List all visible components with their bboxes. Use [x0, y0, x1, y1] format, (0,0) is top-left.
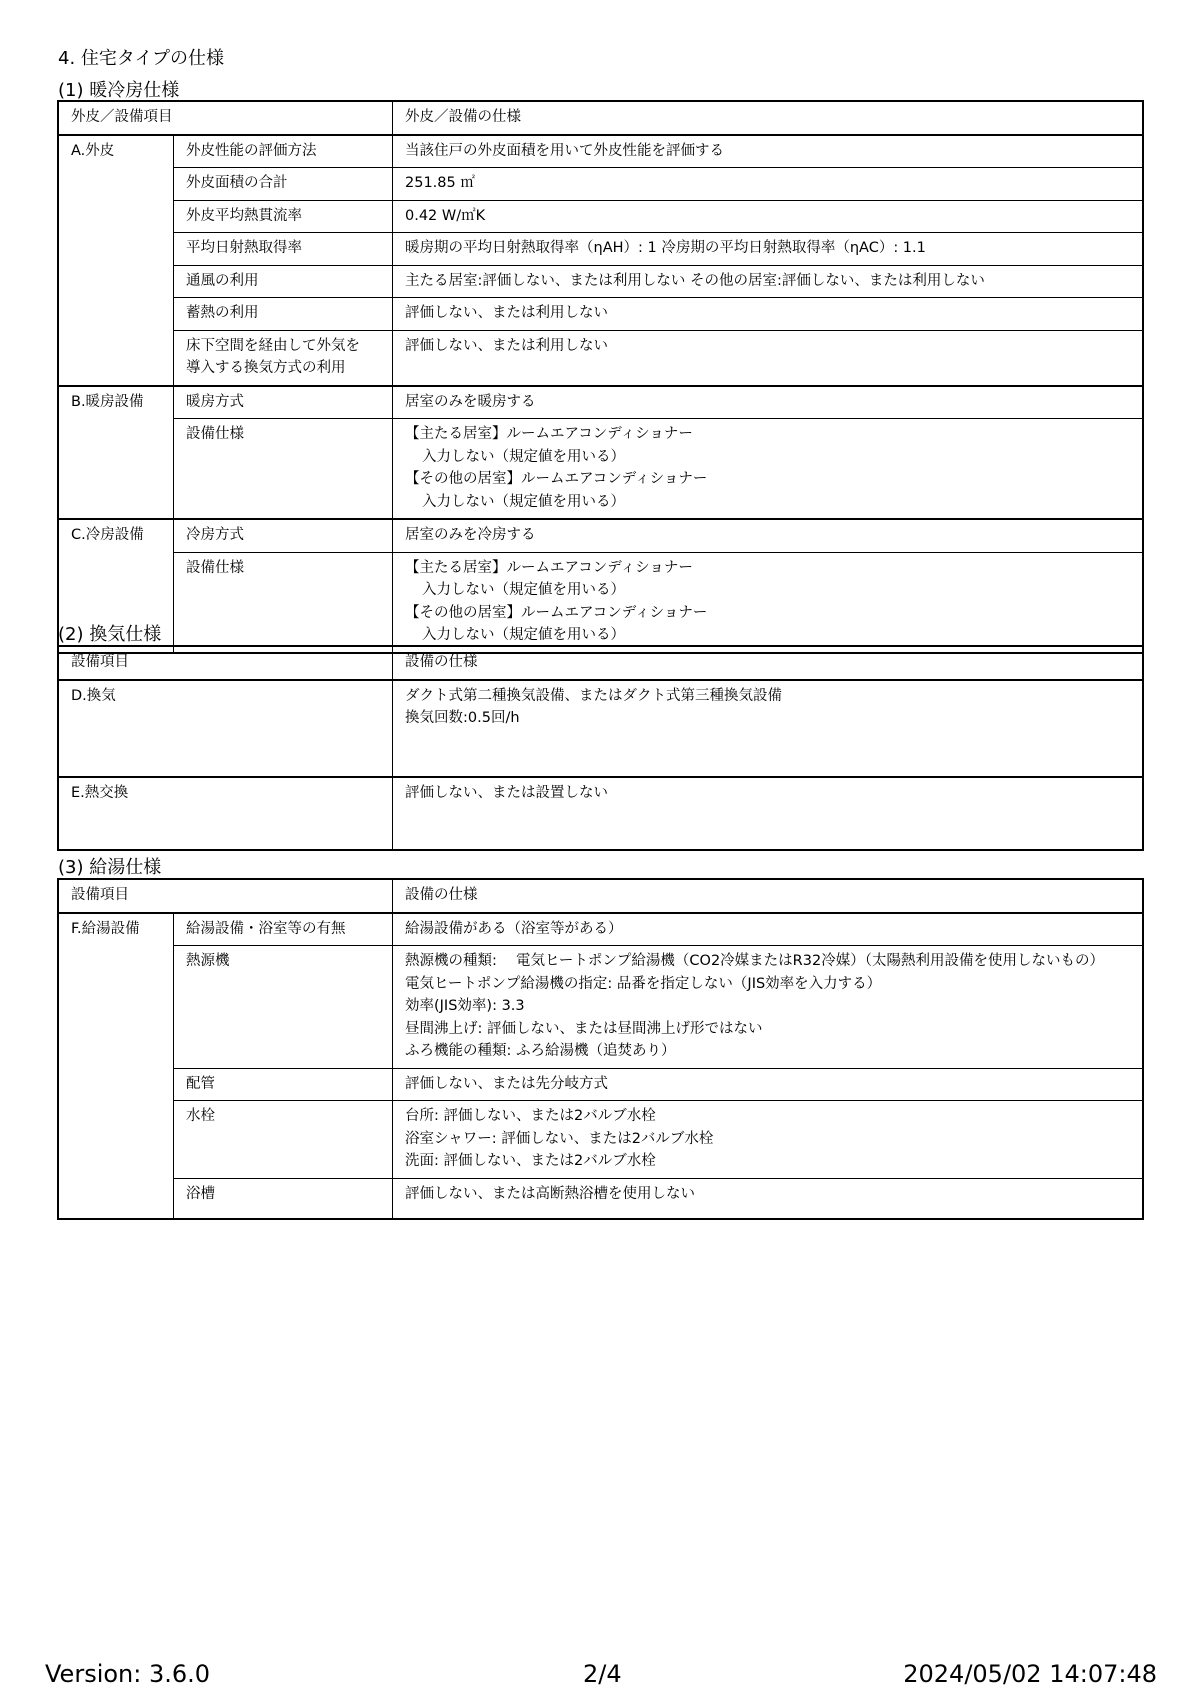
table-row [59, 265, 1143, 298]
item-label: 外皮面積の合計 [174, 168, 393, 201]
section-heading-ventilation: (2) 換気仕様 [58, 624, 162, 645]
item-label: 外皮性能の評価方法 [174, 135, 393, 168]
item-value: 251.85 ㎡ [393, 168, 1143, 201]
item-label: 設備仕様 [174, 419, 393, 520]
table-header-row [59, 647, 1143, 680]
table-row [59, 1178, 1143, 1218]
item-label: 水栓 [174, 1101, 393, 1179]
category-hot-water: F.給湯設備 [59, 913, 174, 1219]
hot-water-table [58, 879, 1143, 1219]
category-envelope: A.外皮 [59, 135, 174, 386]
item-label: 暖房方式 [174, 386, 393, 419]
item-value: ダクト式第二種換気設備、またはダクト式第三種換気設備 換気回数:0.5回/h [393, 680, 1143, 777]
footer-version: Version: 3.6.0 [45, 1660, 211, 1688]
header-item: 設備項目 [59, 880, 393, 913]
item-value: 熱源機の種類: 電気ヒートポンプ給湯機（CO2冷媒またはR32冷媒）（太陽熱利用設備を使用しないもの） 電気ヒートポンプ給湯機の指定: 品番を指定しない（JIS効率を入力する） 効率(JIS効率): 3.3 昼間沸上げ: 評価しない、または昼間沸上げ形ではない ふろ機能の種類: ふろ給湯機（追焚あり） [393, 946, 1143, 1069]
item-value: 評価しない、または設置しない [393, 777, 1143, 850]
item-label: 浴槽 [174, 1178, 393, 1218]
header-spec: 外皮／設備の仕様 [393, 102, 1143, 135]
item-label: 外皮平均熱貫流率 [174, 200, 393, 233]
page-title: 4. 住宅タイプの仕様 [58, 48, 224, 69]
table-row [59, 200, 1143, 233]
item-value: 暖房期の平均日射熱取得率（ηAH）: 1 冷房期の平均日射熱取得率（ηAC）: 1.1 [393, 233, 1143, 266]
item-value: 台所: 評価しない、または2バルブ水栓 浴室シャワー: 評価しない、または2バルブ水栓 洗面: 評価しない、または2バルブ水栓 [393, 1101, 1143, 1179]
item-value: 評価しない、または利用しない [393, 330, 1143, 386]
header-item: 外皮／設備項目 [59, 102, 393, 135]
footer-page-number: 2/4 [583, 1660, 622, 1688]
table-row [59, 552, 1143, 652]
table-header-row [59, 880, 1143, 913]
header-item: 設備項目 [59, 647, 393, 680]
table-row [59, 1101, 1143, 1179]
table-row [59, 386, 1143, 419]
table-row [59, 777, 1143, 850]
section-heading-hot-water: (3) 給湯仕様 [58, 857, 162, 878]
header-spec: 設備の仕様 [393, 880, 1143, 913]
category-heating: B.暖房設備 [59, 386, 174, 520]
item-label: 蓄熱の利用 [174, 298, 393, 331]
item-label: 給湯設備・浴室等の有無 [174, 913, 393, 946]
table-row [59, 298, 1143, 331]
table-row [59, 1068, 1143, 1101]
item-value: 居室のみを冷房する [393, 519, 1143, 552]
section-heading-heating-cooling: (1) 暖冷房仕様 [58, 80, 180, 101]
category-ventilation: D.換気 [59, 680, 393, 777]
footer-datetime: 2024/05/02 14:07:48 [903, 1660, 1157, 1688]
table-header-row [59, 102, 1143, 135]
item-value: 給湯設備がある（浴室等がある） [393, 913, 1143, 946]
table-row [59, 519, 1143, 552]
item-label: 配管 [174, 1068, 393, 1101]
item-label: 平均日射熱取得率 [174, 233, 393, 266]
table-row [59, 946, 1143, 1069]
category-cooling: C.冷房設備 [59, 519, 174, 652]
item-label: 通風の利用 [174, 265, 393, 298]
item-label: 設備仕様 [174, 552, 393, 652]
item-label: 床下空間を経由して外気を 導入する換気方式の利用 [174, 330, 393, 386]
table-row [59, 233, 1143, 266]
table-row [59, 330, 1143, 386]
heating-cooling-table [58, 101, 1143, 653]
item-value: 当該住戸の外皮面積を用いて外皮性能を評価する [393, 135, 1143, 168]
item-label: 冷房方式 [174, 519, 393, 552]
ventilation-table [58, 646, 1143, 850]
header-spec: 設備の仕様 [393, 647, 1143, 680]
table-row [59, 168, 1143, 201]
category-heat-exchange: E.熱交換 [59, 777, 393, 850]
table-row [59, 680, 1143, 777]
item-value: 【主たる居室】ルームエアコンディショナー 入力しない（規定値を用いる） 【その他の居室】ルームエアコンディショナー 入力しない（規定値を用いる） [393, 552, 1143, 652]
item-value: 評価しない、または利用しない [393, 298, 1143, 331]
item-value: 主たる居室:評価しない、または利用しない その他の居室:評価しない、または利用しない [393, 265, 1143, 298]
item-value: 0.42 W/㎡K [393, 200, 1143, 233]
item-value: 居室のみを暖房する [393, 386, 1143, 419]
item-value: 【主たる居室】ルームエアコンディショナー 入力しない（規定値を用いる） 【その他の居室】ルームエアコンディショナー 入力しない（規定値を用いる） [393, 419, 1143, 520]
item-label: 熱源機 [174, 946, 393, 1069]
table-row [59, 913, 1143, 946]
item-value: 評価しない、または高断熱浴槽を使用しない [393, 1178, 1143, 1218]
item-value: 評価しない、または先分岐方式 [393, 1068, 1143, 1101]
table-row [59, 135, 1143, 168]
table-row [59, 419, 1143, 520]
